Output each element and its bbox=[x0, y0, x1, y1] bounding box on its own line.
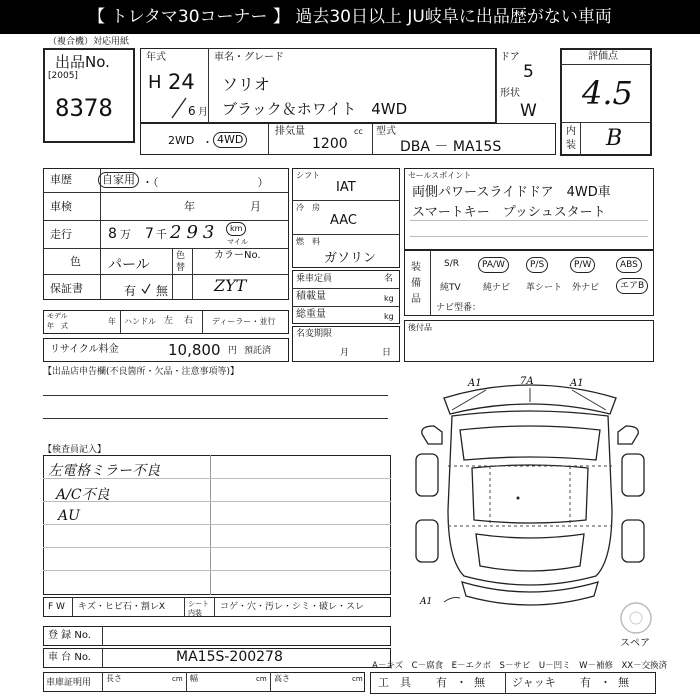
interior-label-1: 内 bbox=[566, 126, 576, 137]
recycle-note: 預託済 bbox=[244, 346, 272, 356]
history-label: 車歴 bbox=[50, 173, 72, 186]
displacement-label: 排気量 bbox=[275, 126, 305, 137]
displacement-unit: cc bbox=[354, 127, 363, 136]
dealer-label: ディーラー・並行 bbox=[212, 317, 276, 326]
inspector-label: 【検査員記入】 bbox=[43, 445, 107, 455]
name-change-month: 月 bbox=[340, 348, 350, 358]
warranty-no: 無 bbox=[156, 284, 169, 298]
inspection-month: 月 bbox=[250, 200, 261, 213]
lot-label: 出品No. bbox=[55, 53, 110, 71]
cert-width: 幅 bbox=[190, 674, 198, 683]
jack-no: 無 bbox=[618, 676, 629, 689]
equip-ps: P/S bbox=[526, 257, 548, 273]
year-label: 年式 bbox=[146, 52, 166, 63]
aftermarket-box bbox=[404, 320, 654, 362]
mileage-mile: マイル bbox=[227, 238, 248, 246]
lot-number: 8378 bbox=[55, 94, 113, 122]
color-value: パール bbox=[108, 257, 150, 273]
year-era: H bbox=[148, 72, 162, 93]
shape-value: W bbox=[520, 101, 537, 121]
inspector-note-1: 左電格ミラー不良 bbox=[48, 463, 160, 479]
lot-box bbox=[43, 48, 135, 143]
capacity-label: 乗車定員 bbox=[296, 274, 333, 284]
aftermarket-label: 後付品 bbox=[408, 323, 432, 332]
history-value: 自家用 bbox=[98, 172, 139, 188]
history-rest: ・（ ） bbox=[142, 176, 269, 189]
shape-label: 形状 bbox=[500, 88, 520, 99]
colorno-value: ZYT bbox=[214, 276, 247, 295]
equip-leather: 革シート bbox=[526, 283, 563, 293]
sales-point-line1: 両側パワースライドドア 4WD車 bbox=[412, 185, 611, 200]
inspector-note-2: A/C不良 bbox=[56, 487, 110, 503]
seat-label-2: 内装 bbox=[188, 609, 202, 617]
equip-sr: S/R bbox=[444, 259, 459, 269]
chassis-value: MA15S-200278 bbox=[176, 649, 283, 665]
codes-interior: コゲ・穴・汚レ・シミ・破レ・スレ bbox=[220, 602, 365, 612]
mileage-label: 走行 bbox=[50, 228, 72, 241]
gross-label: 総重量 bbox=[296, 309, 326, 320]
spare-tire-icon bbox=[616, 600, 656, 640]
model-label: 型式 bbox=[376, 126, 396, 137]
equip-ext-navi: 外ナビ bbox=[572, 283, 600, 293]
registration-label: 登 録 No. bbox=[48, 630, 91, 641]
seller-notes-label: 【出品店申告欄(不良箇所・欠品・注意事項等)】 bbox=[43, 367, 240, 377]
chassis-label: 車 台 No. bbox=[48, 652, 91, 663]
tools-no: 無 bbox=[474, 676, 485, 689]
damage-legend: A－キズ C－腐食 E－エクボ S－サビ U－凹ミ W－補修 XX－交換済 bbox=[372, 661, 668, 671]
car-name: ソリオ bbox=[222, 75, 270, 94]
cert-cm-2: cm bbox=[256, 675, 267, 683]
equip-paw: PA/W bbox=[478, 257, 509, 273]
cert-cm-3: cm bbox=[352, 675, 363, 683]
ac-label: 冷 房 bbox=[296, 203, 320, 212]
door-value: 5 bbox=[523, 62, 534, 82]
ac-value: AAC bbox=[330, 213, 357, 228]
model-year-l1: モデル bbox=[47, 312, 68, 320]
colorno-label: カラーNo. bbox=[214, 250, 261, 261]
load-label: 積載量 bbox=[296, 291, 326, 302]
equip-tv: 純TV bbox=[440, 283, 461, 293]
inspector-note-3: AU bbox=[58, 508, 80, 524]
mileage-man-unit: 万 bbox=[120, 228, 131, 241]
warranty-yes: 有 bbox=[124, 284, 137, 298]
recycle-value: 10,800 bbox=[168, 341, 221, 359]
cert-row bbox=[43, 672, 365, 692]
handle-right: 右 bbox=[184, 316, 194, 326]
model-value: DBA － MA15S bbox=[400, 139, 502, 155]
drive-2wd: 2WD bbox=[168, 134, 195, 147]
rating-label: 評価点 bbox=[588, 51, 618, 62]
load-unit: kg bbox=[384, 294, 394, 303]
name-change-day: 日 bbox=[382, 348, 392, 358]
door-label: ドア bbox=[500, 52, 520, 63]
car-grade: ブラック＆ホワイト 4WD bbox=[222, 100, 408, 118]
lot-code: [2005] bbox=[48, 71, 78, 81]
rating-score: 4.5 bbox=[582, 74, 633, 112]
color-label: 色 bbox=[70, 255, 81, 268]
name-change-label: 名変期限 bbox=[296, 329, 333, 339]
interior-label-2: 装 bbox=[566, 140, 576, 151]
inspection-label: 車検 bbox=[50, 200, 72, 213]
capacity-unit: 名 bbox=[384, 274, 394, 284]
mileage-rest: 293 bbox=[170, 222, 220, 243]
spare-label: スペア bbox=[620, 638, 650, 649]
interior-grade: B bbox=[606, 126, 623, 151]
mark-a1-left: A1 bbox=[468, 378, 482, 389]
mileage-sen: 7 bbox=[145, 226, 154, 242]
registration-row bbox=[43, 626, 391, 646]
sales-point-label: セールスポイント bbox=[408, 171, 472, 180]
gross-unit: kg bbox=[384, 312, 394, 321]
mileage-man: 8 bbox=[108, 226, 117, 242]
equipment-label-3: 品 bbox=[411, 294, 421, 305]
equip-pw: P/W bbox=[570, 257, 595, 273]
model-year-l2: 年 式 bbox=[47, 322, 68, 330]
fuel-value: ガソリン bbox=[324, 251, 377, 266]
color-change-2: 替 bbox=[176, 263, 186, 273]
cert-cm-1: cm bbox=[172, 675, 183, 683]
drive-dot: ・ bbox=[202, 136, 213, 149]
color-change-1: 色 bbox=[176, 251, 186, 261]
mark-7a: 7A bbox=[520, 376, 534, 387]
check-mark bbox=[140, 282, 152, 296]
fuel-label: 燃 料 bbox=[296, 237, 320, 246]
cert-height: 高さ bbox=[274, 674, 290, 683]
car-diagram bbox=[400, 370, 660, 620]
warranty-label: 保証書 bbox=[50, 282, 83, 295]
navi-model-label: ナビ型番： bbox=[436, 303, 482, 313]
car-label: 車名・グレード bbox=[214, 52, 284, 63]
displacement-value: 1200 bbox=[312, 136, 348, 152]
banner: 【 トレタマ30コーナー 】 過去30日以上 JU岐阜に出品歴がない車両 bbox=[0, 0, 700, 34]
codes-exterior: キズ・ヒビ石・割レX bbox=[78, 602, 165, 612]
equip-airbag: エアB bbox=[616, 278, 648, 294]
recycle-unit: 円 bbox=[228, 346, 238, 356]
slash-mark bbox=[168, 96, 190, 120]
handle-label: ハンドル bbox=[124, 317, 156, 326]
shift-label: シフト bbox=[296, 171, 320, 180]
tools-dot: ・ bbox=[456, 676, 467, 689]
year-month: 6 bbox=[188, 104, 196, 118]
inspection-year: 年 bbox=[184, 200, 195, 213]
model-year-unit: 年 bbox=[108, 317, 116, 326]
sales-point-line2: スマートキー プッシュスタート bbox=[412, 205, 606, 220]
mileage-sen-unit: 千 bbox=[156, 228, 167, 241]
equipment-label-2: 備 bbox=[411, 278, 421, 289]
year-value: 24 bbox=[168, 70, 195, 94]
cert-length: 長さ bbox=[106, 674, 122, 683]
cert-label: 車庫証明用 bbox=[46, 678, 92, 688]
recycle-label: リサイクル料金 bbox=[50, 344, 119, 355]
tools-yes: 有 bbox=[436, 676, 447, 689]
jack-label: ジャッキ bbox=[512, 676, 556, 689]
tools-label: 工 具 bbox=[378, 676, 411, 689]
equip-abs: ABS bbox=[616, 257, 642, 273]
jack-yes: 有 bbox=[580, 676, 591, 689]
equip-navi: 純ナビ bbox=[483, 283, 511, 293]
handle-left: 左 bbox=[164, 316, 174, 326]
equipment-label-1: 装 bbox=[411, 262, 421, 273]
mark-a1-right: A1 bbox=[570, 378, 584, 389]
fw-label: F W bbox=[48, 602, 65, 612]
year-month-suffix: 月 bbox=[198, 107, 208, 118]
seat-label: シート bbox=[188, 600, 209, 608]
mark-a1-bottom: A1 bbox=[420, 597, 433, 607]
drive-4wd: 4WD bbox=[213, 132, 247, 148]
shift-value: IAT bbox=[336, 180, 356, 195]
top-note: （複合機）対応用紙 bbox=[48, 37, 130, 47]
jack-dot: ・ bbox=[600, 676, 611, 689]
mileage-km: km bbox=[226, 222, 246, 236]
